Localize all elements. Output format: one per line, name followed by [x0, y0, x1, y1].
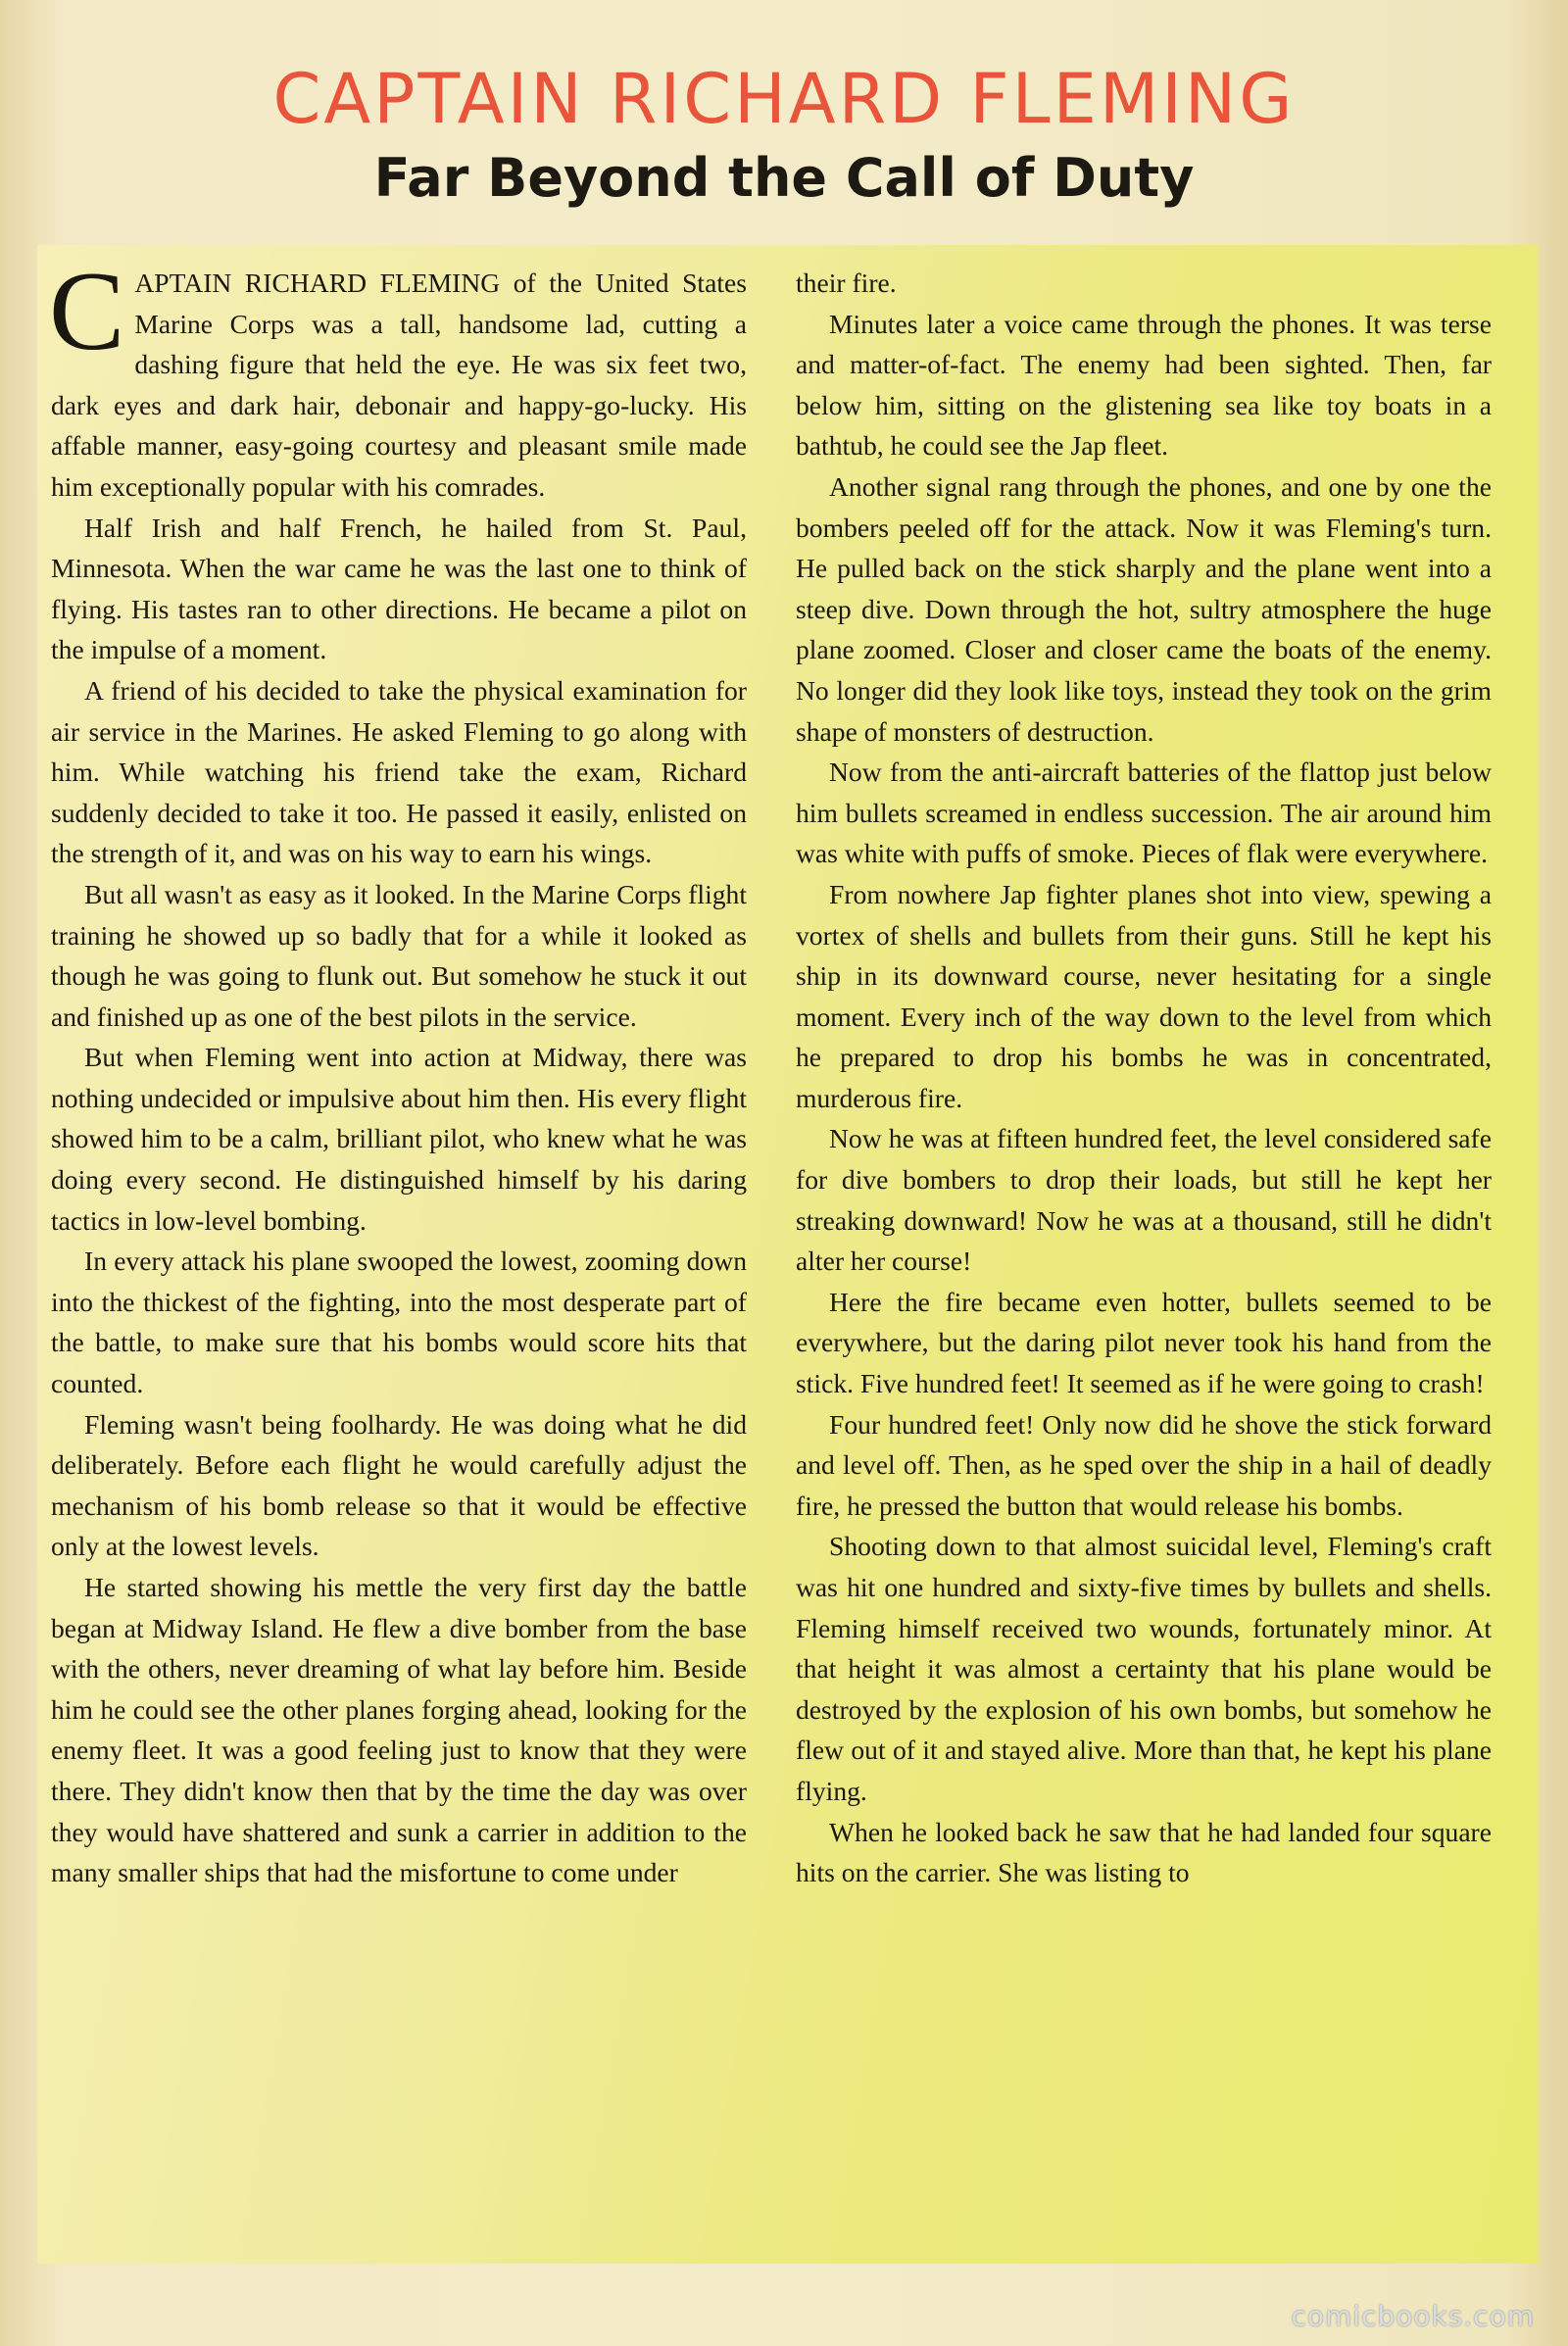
page-subtitle: Far Beyond the Call of Duty: [373, 147, 1195, 209]
page-title: CAPTAIN RICHARD FLEMING: [272, 59, 1296, 139]
paragraph: When he looked back he saw that he had landed four square hits on the carrier. She was listing to: [796, 1816, 1492, 1888]
left-column: [49, 249, 747, 1893]
paragraph: Now from the anti-aircraft batteries of the flattop just below him bullets screamed in endless succession. The air around him was white with puffs of smoke. Pieces of flak were everywhere.: [796, 757, 1492, 869]
paragraph: Now he was at fifteen hundred feet, the level considered safe for dive bombers to drop their loads, but still he kept her streaking downward! Now he was at a thousand, still he didn't alter her course!: [796, 1123, 1492, 1277]
paragraph-1: [49, 249, 747, 508]
paragraph: Another signal rang through the phones, and one by one the bombers peeled off for the attack. Now it was Fleming's turn. He pulled back on the stick sharply and the plane went into a steep dive. Down through the hot, sultry atmosphere the huge plane zoomed. Closer and closer came the boats of the enemy. No longer did they look like toys, instead they took on the grim shape of monsters of destruction.: [796, 470, 1492, 747]
paragraph: Minutes later a voice came through the phones. It was terse and matter-of-fact. The enemy had been sighted. Then, far below him, sitting on the glistening sea like toy boats in a bathtub, he could see the Jap fleet.: [796, 308, 1492, 462]
paragraph-1-text: APTAIN RICHARD FLEMING of the United States Marine Corps was a tall, handsome lad, cutting a dashing figure that held the eye. He was six feet two, dark eyes and dark hair, debonair and happy-go-lucky. His affable manner, easy-going courtesy and pleasant smile made him exceptionally popular with his comrades.: [51, 268, 747, 502]
drop-cap: C: [49, 249, 125, 374]
paragraph: In every attack his plane swooped the lowest, zooming down into the thickest of the fighting, into the most desperate part of the battle, to make sure that his bombs would score hits that counted.: [51, 1246, 747, 1399]
paragraph: Four hundred feet! Only now did he shove the stick forward and level off. Then, as he sped over the ship in a hail of deadly fire, he pressed the button that would release his bombs.: [796, 1408, 1492, 1521]
paragraph: He started showing his mettle the very first day the battle began at Midway Island. He flew a dive bomber from the base with the others, never dreaming of what lay before him. Beside him he could see the other planes forging ahead, looking for the enemy fleet. It was a good feeling just to know that they were there. They didn't know then that by the time the day was over they would have shattered and sunk a carrier in addition to the many smaller ships that had the misfortune to come under: [51, 1572, 747, 1888]
paragraph: But all wasn't as easy as it looked. In the Marine Corps flight training he showed up so badly that for a while it looked as though he was going to flunk out. But somehow he stuck it out and finished up as one of the best pilots in the service.: [51, 878, 747, 1032]
paragraph: Fleming wasn't being foolhardy. He was doing what he did deliberately. Before each flight he would carefully adjust the mechanism of his bomb release so that it would be effective only at the lowest levels.: [51, 1408, 747, 1562]
right-column: [796, 263, 1492, 1893]
paragraph: Here the fire became even hotter, bullets seemed to be everywhere, but the daring pilot never took his hand from the stick. Five hundred feet! It seemed as if he were going to crash!: [796, 1286, 1492, 1399]
paragraph: Shooting down to that almost suicidal level, Fleming's craft was hit one hundred and sixty-five times by bullets and shells. Fleming himself received two wounds, fortunately minor. At that height it was almost a certainty that his plane would be destroyed by the explosion of his own bombs, but somehow he flew out of it and stayed alive. More than that, he kept his plane flying.: [796, 1531, 1492, 1806]
watermark: comicbooks.com: [1291, 2300, 1535, 2332]
paragraph: A friend of his decided to take the physical examination for air service in the Marines. He asked Fleming to go along with him. While watching his friend take the exam, Richard suddenly decided to take it too. He passed it easily, enlisted on the strength of it, and was on his way to earn his wings.: [51, 674, 747, 869]
paragraph-continuation: their fire.: [796, 268, 897, 298]
paragraph: From nowhere Jap fighter planes shot into view, spewing a vortex of shells and bullets from their guns. Still he kept his ship in its downward course, never hesitating for a single moment. Every inch of the way down to the level from which he prepared to drop his bombs he was in concentrated, murderous fire.: [796, 878, 1492, 1113]
paragraph: But when Fleming went into action at Midway, there was nothing undecided or impulsive about him then. His every flight showed him to be a calm, brilliant pilot, who knew what he was doing every second. He distinguished himself by his daring tactics in low-level bombing.: [51, 1042, 747, 1236]
paragraph: Half Irish and half French, he hailed from St. Paul, Minnesota. When the war came he was the last one to think of flying. His tastes ran to other directions. He became a pilot on the impulse of a moment.: [51, 512, 747, 665]
